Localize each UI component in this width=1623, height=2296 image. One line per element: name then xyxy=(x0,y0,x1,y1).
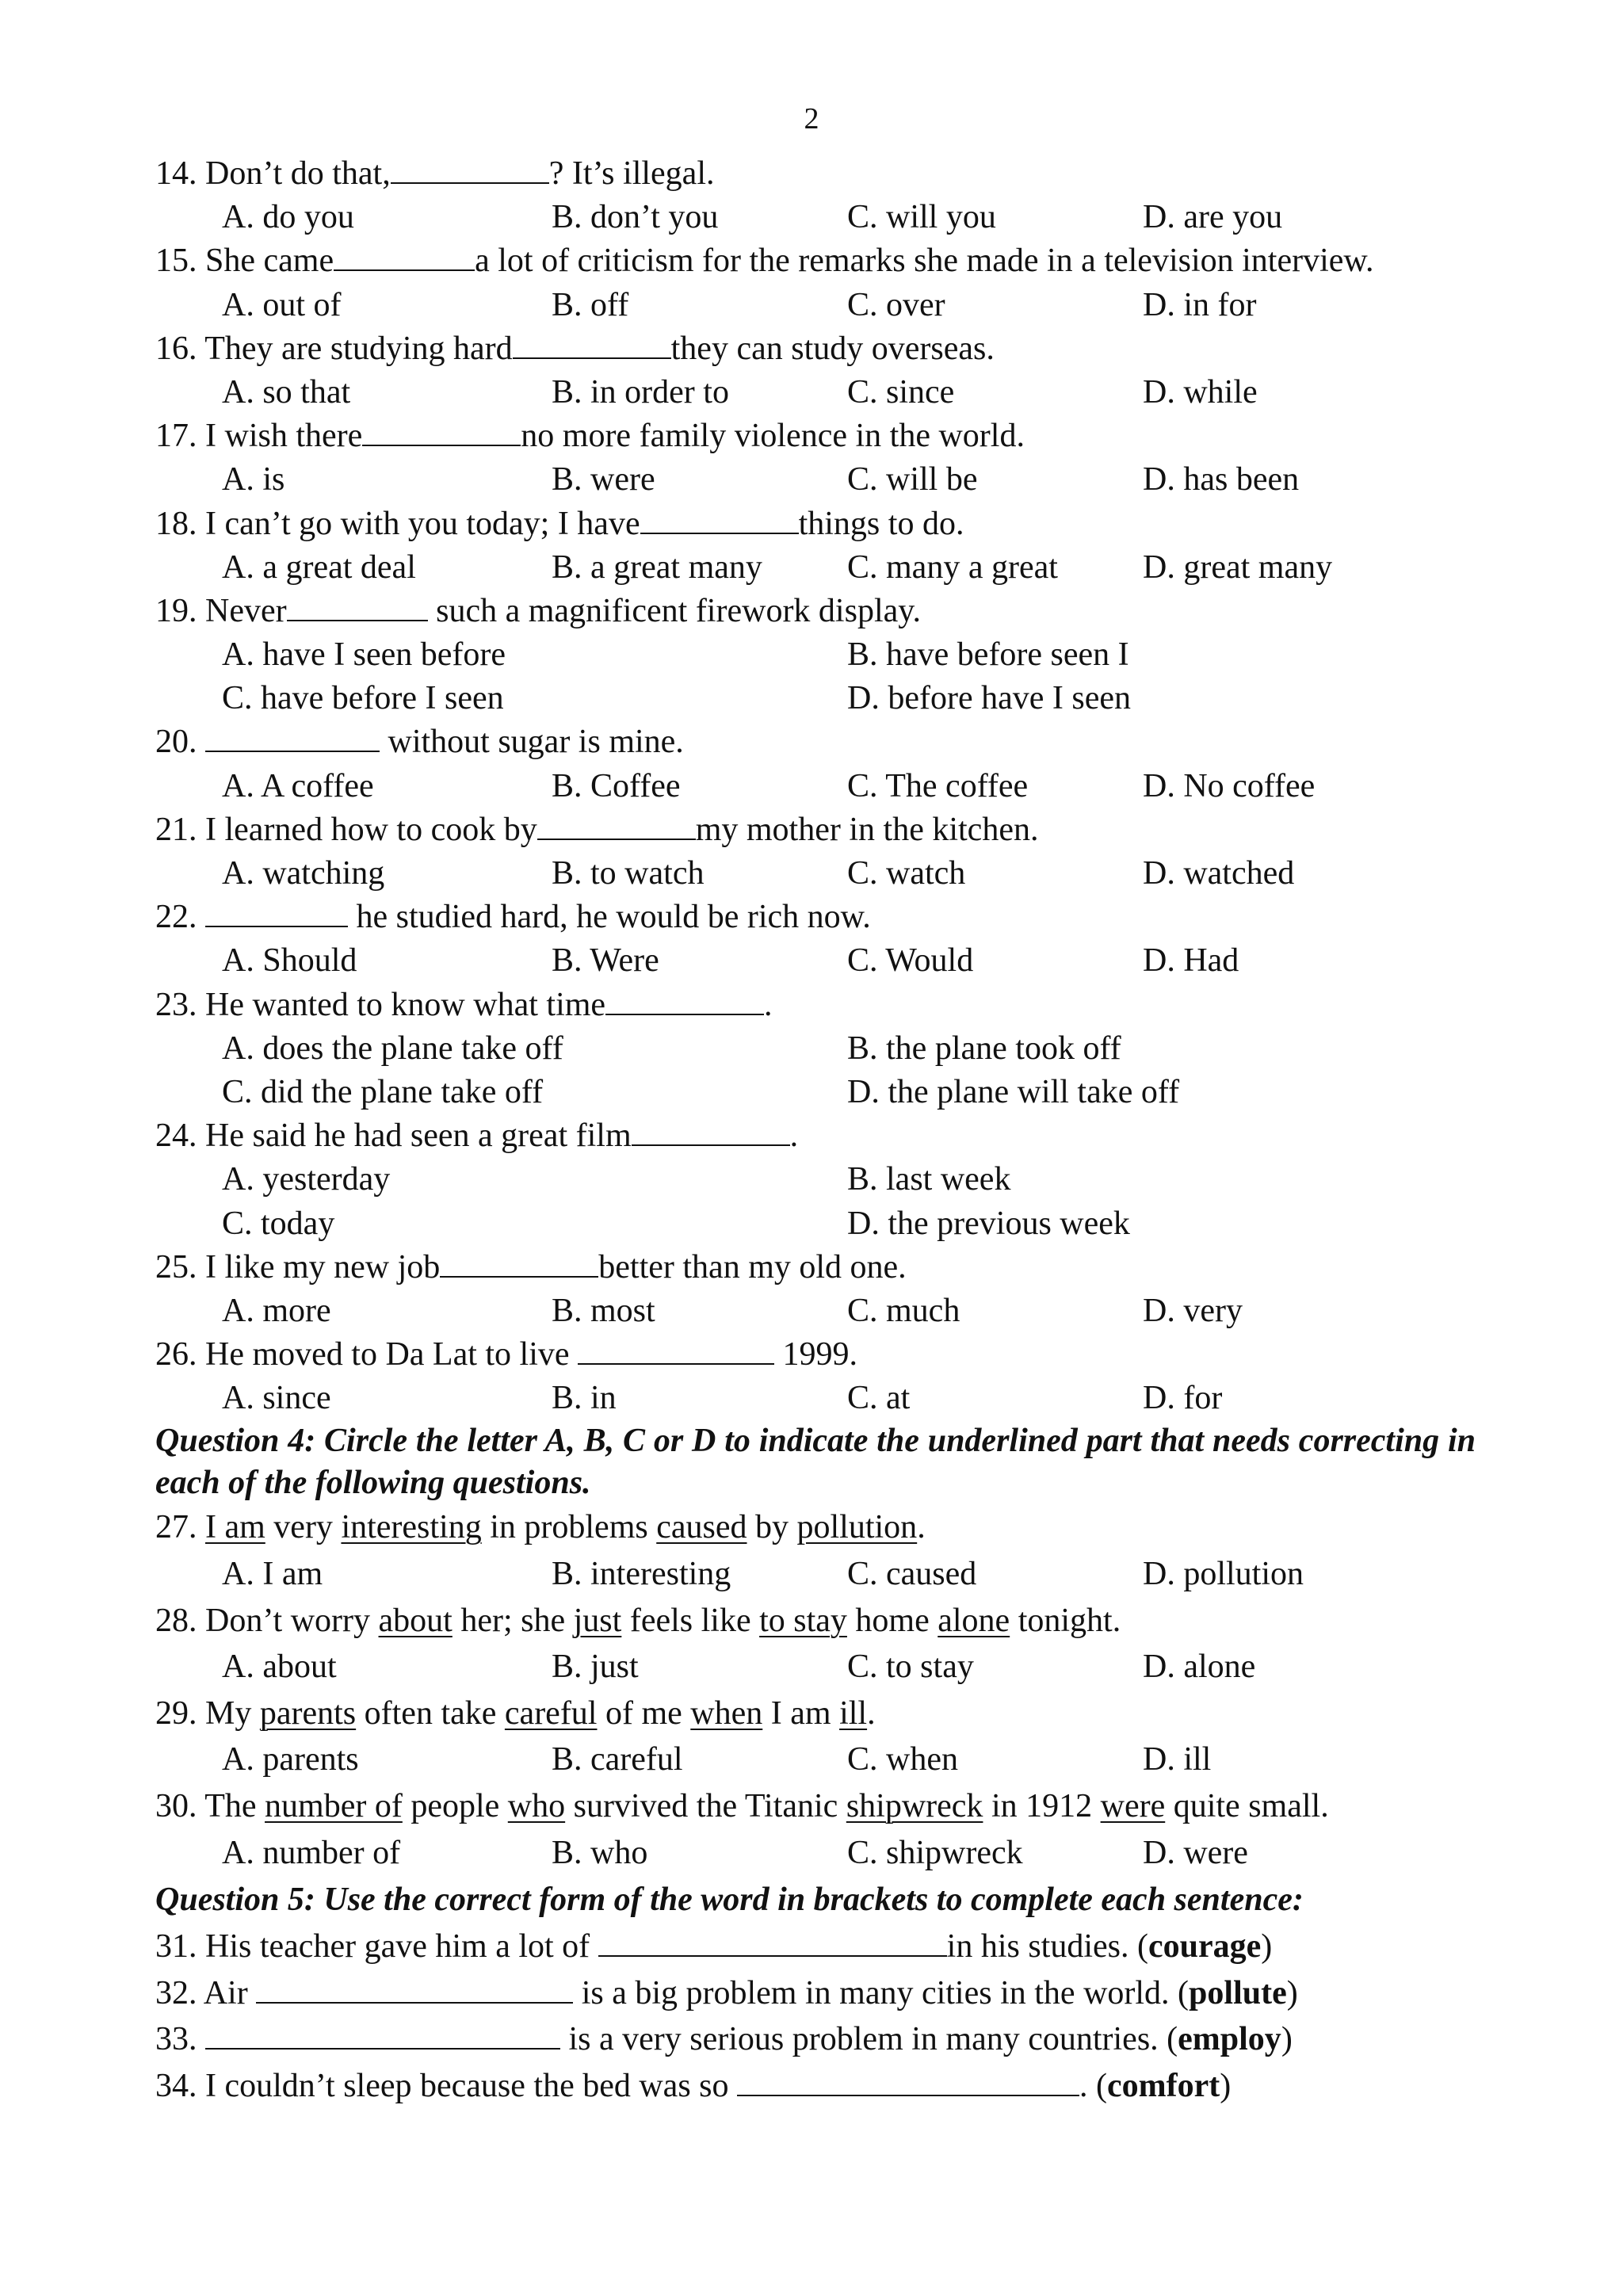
question-22-option-c: C. Would xyxy=(847,942,974,980)
underlined-part: pollution xyxy=(796,1509,918,1546)
question-22 xyxy=(155,896,1476,939)
question-28-option-a: A. about xyxy=(222,1648,337,1686)
question-text: Don’t worry xyxy=(205,1602,379,1639)
question-25 xyxy=(155,1246,1476,1289)
question-text: Don’t do that, xyxy=(205,155,391,192)
question-24-option-b: B. last week xyxy=(847,1161,1011,1198)
question-30-option-a: A. number of xyxy=(222,1834,401,1871)
options-row xyxy=(155,1071,1476,1114)
answer-blank[interactable] xyxy=(632,1116,790,1146)
underlined-part: careful xyxy=(504,1694,598,1732)
answer-blank[interactable] xyxy=(737,2066,1079,2096)
options-row xyxy=(155,1644,1476,1690)
question-text: . ( xyxy=(1079,2067,1108,2104)
options-row xyxy=(155,1830,1476,1877)
question-27-option-a: A. I am xyxy=(222,1556,323,1593)
exam-content xyxy=(155,152,1476,2109)
question-text: She came xyxy=(205,243,334,280)
answer-blank[interactable] xyxy=(537,810,696,840)
question-22-option-b: B. Were xyxy=(552,942,659,980)
question-text: ) xyxy=(1261,1928,1273,1966)
answer-blank[interactable] xyxy=(334,241,475,271)
options-row xyxy=(155,1158,1476,1201)
question-text: a lot of criticism for the remarks she made in a television interview. xyxy=(475,243,1374,280)
question-26-option-a: A. since xyxy=(222,1380,331,1417)
underlined-part: number of xyxy=(265,1788,403,1824)
question-number: 27. xyxy=(155,1509,205,1546)
answer-blank[interactable] xyxy=(256,1973,573,2004)
question-21 xyxy=(155,808,1476,852)
question-21-option-c: C. watch xyxy=(847,855,966,892)
underlined-part: to stay xyxy=(759,1602,847,1639)
question-26-option-b: B. in xyxy=(552,1380,617,1417)
question-14 xyxy=(155,152,1476,196)
question-24 xyxy=(155,1114,1476,1158)
question-number: 18. xyxy=(155,505,205,542)
question-text: My xyxy=(205,1694,260,1732)
question-text: things to do. xyxy=(798,505,964,542)
question-26 xyxy=(155,1333,1476,1377)
question-26-option-c: C. at xyxy=(847,1380,911,1417)
question-20-option-c: C. The coffee xyxy=(847,767,1029,804)
question-20 xyxy=(155,720,1476,764)
question-21-option-b: B. to watch xyxy=(552,855,705,892)
question-19-option-c: C. have before I seen xyxy=(222,680,504,717)
underlined-part: alone xyxy=(938,1602,1010,1639)
multiple-choice-section xyxy=(155,152,1476,1420)
question-14-option-b: B. don’t you xyxy=(552,199,719,236)
question-text: is a big problem in many cities in the world. ( xyxy=(573,1974,1190,2011)
question-18-option-a: A. a great deal xyxy=(222,548,416,586)
options-row xyxy=(155,1027,1476,1071)
question-number: 29. xyxy=(155,1694,205,1732)
answer-blank[interactable] xyxy=(640,504,799,534)
question-text: I can’t go with you today; I have xyxy=(205,505,640,542)
question-text: such a magnificent firework display. xyxy=(427,592,922,629)
underlined-part: were xyxy=(1100,1788,1166,1824)
underlined-part: just xyxy=(573,1602,622,1639)
question-text: her; she xyxy=(452,1602,574,1639)
question-29-option-b: B. careful xyxy=(552,1741,683,1778)
answer-blank[interactable] xyxy=(205,722,380,752)
question-33 xyxy=(155,2016,1476,2063)
question-22-option-a: A. Should xyxy=(222,942,357,980)
underlined-part: caused xyxy=(656,1509,747,1546)
question-text: quite small. xyxy=(1165,1788,1329,1824)
question-23-option-a: A. does the plane take off xyxy=(222,1030,563,1067)
question-4-section xyxy=(155,1420,1476,1876)
question-28-option-b: B. just xyxy=(552,1648,639,1686)
question-text: in problems xyxy=(481,1509,657,1546)
question-15 xyxy=(155,239,1476,283)
question-text: He wanted to know what time xyxy=(205,986,606,1023)
question-text: ? It’s illegal. xyxy=(548,155,715,192)
question-25-option-a: A. more xyxy=(222,1292,331,1329)
question-23-option-b: B. the plane took off xyxy=(847,1030,1121,1067)
question-15-option-a: A. out of xyxy=(222,286,342,323)
question-text: His teacher gave him a lot of xyxy=(205,1928,598,1966)
underlined-part: I am xyxy=(205,1509,265,1546)
underlined-part: parents xyxy=(259,1694,357,1732)
base-word: pollute xyxy=(1189,1974,1287,2011)
question-23 xyxy=(155,984,1476,1027)
question-text: very xyxy=(265,1509,342,1546)
question-number: 14. xyxy=(155,155,205,192)
question-number: 33. xyxy=(155,2021,205,2058)
answer-blank[interactable] xyxy=(362,416,521,446)
answer-blank[interactable] xyxy=(578,1335,774,1365)
question-number: 21. xyxy=(155,811,205,848)
question-text: ) xyxy=(1286,1974,1298,2011)
question-text: . xyxy=(789,1117,799,1155)
question-18-option-c: C. many a great xyxy=(847,548,1058,586)
options-row xyxy=(155,765,1476,808)
question-18-option-d: D. great many xyxy=(1143,548,1333,586)
question-27-option-b: B. interesting xyxy=(552,1556,731,1593)
question-text: my mother in the kitchen. xyxy=(695,811,1039,848)
question-24-option-c: C. today xyxy=(222,1205,335,1242)
options-row xyxy=(155,546,1476,590)
question-text: . xyxy=(867,1694,876,1732)
options-row xyxy=(155,633,1476,677)
question-20-option-d: D. No coffee xyxy=(1143,767,1316,804)
question-5-section xyxy=(155,1876,1476,2109)
underlined-part: interesting xyxy=(341,1509,482,1546)
question-text: they can study overseas. xyxy=(670,330,995,367)
question-text: feels like xyxy=(621,1602,760,1639)
underlined-part: when xyxy=(690,1694,763,1732)
question-19-option-a: A. have I seen before xyxy=(222,636,506,674)
question-20-option-b: B. Coffee xyxy=(552,767,681,804)
answer-blank[interactable] xyxy=(440,1247,598,1278)
question-16 xyxy=(155,327,1476,371)
question-number: 24. xyxy=(155,1117,205,1155)
question-text: ) xyxy=(1281,2021,1293,2058)
question-text: home xyxy=(846,1602,938,1639)
question-number: 23. xyxy=(155,986,205,1023)
question-25-option-d: D. very xyxy=(1143,1292,1243,1329)
question-text: is a very serious problem in many countries. ( xyxy=(560,2021,1178,2058)
question-text: ) xyxy=(1220,2067,1232,2104)
question-text: of me xyxy=(597,1694,691,1732)
question-27-option-c: C. caused xyxy=(847,1556,977,1593)
base-word: courage xyxy=(1148,1928,1262,1966)
question-number: 16. xyxy=(155,330,205,367)
question-21-option-a: A. watching xyxy=(222,855,385,892)
question-number: 32. xyxy=(155,1974,204,2011)
options-row xyxy=(155,1202,1476,1246)
question-text: by xyxy=(747,1509,797,1546)
question-19-option-b: B. have before seen I xyxy=(847,636,1129,674)
question-text: in his studies. ( xyxy=(946,1928,1148,1966)
options-row xyxy=(155,852,1476,896)
question-21-option-d: D. watched xyxy=(1143,855,1295,892)
underlined-part: shipwreck xyxy=(846,1788,983,1824)
question-29-option-a: A. parents xyxy=(222,1741,359,1778)
question-34 xyxy=(155,2063,1476,2110)
options-row xyxy=(155,1289,1476,1333)
question-20-option-a: A. A coffee xyxy=(222,767,374,804)
question-text: He moved to Da Lat to live xyxy=(205,1336,579,1373)
question-30-option-d: D. were xyxy=(1143,1834,1248,1871)
answer-blank[interactable] xyxy=(391,154,549,184)
question-29 xyxy=(155,1690,1476,1737)
question-text: he studied hard, he would be rich now. xyxy=(348,899,871,936)
options-row xyxy=(155,1377,1476,1420)
question-number: 19. xyxy=(155,592,205,629)
options-row xyxy=(155,677,1476,720)
question-5-heading: Question 5: Use the correct form of the word in brackets to complete each sentence: xyxy=(155,1881,1304,1919)
answer-blank[interactable] xyxy=(205,897,348,927)
question-22-option-d: D. Had xyxy=(1143,942,1239,980)
question-25-option-b: B. most xyxy=(552,1292,655,1329)
options-row xyxy=(155,1551,1476,1598)
underlined-part: ill xyxy=(839,1694,868,1732)
question-14-option-c: C. will you xyxy=(847,199,996,236)
base-word: employ xyxy=(1178,2021,1281,2058)
question-30-option-c: C. shipwreck xyxy=(847,1834,1023,1871)
question-number: 15. xyxy=(155,243,205,280)
question-17-option-b: B. were xyxy=(552,461,655,499)
question-text: I like my new job xyxy=(205,1248,441,1286)
base-word: comfort xyxy=(1107,2067,1220,2104)
options-row xyxy=(155,284,1476,327)
question-25-option-c: C. much xyxy=(847,1292,960,1329)
question-29-option-d: D. ill xyxy=(1143,1741,1212,1778)
question-text: I am xyxy=(762,1694,840,1732)
question-4-heading: Question 4: Circle the letter A, B, C or D to indicate the underlined part that needs correcting in each of the following questions. xyxy=(155,1423,1476,1502)
question-text: They are studying hard xyxy=(204,330,513,367)
question-31 xyxy=(155,1924,1476,1970)
question-text: in 1912 xyxy=(983,1788,1101,1824)
question-text: often take xyxy=(356,1694,505,1732)
question-30-option-b: B. who xyxy=(552,1834,648,1871)
question-text: I couldn’t sleep because the bed was so xyxy=(205,2067,738,2104)
question-text: Never xyxy=(205,592,287,629)
question-number: 26. xyxy=(155,1336,205,1373)
question-28-option-c: C. to stay xyxy=(847,1648,974,1686)
question-16-option-a: A. so that xyxy=(222,373,351,411)
question-24-option-d: D. the previous week xyxy=(847,1205,1130,1242)
question-number: 31. xyxy=(155,1928,205,1966)
question-text: He said he had seen a great film xyxy=(205,1117,632,1155)
question-14-option-a: A. do you xyxy=(222,199,354,236)
question-17-option-a: A. is xyxy=(222,461,285,499)
question-18 xyxy=(155,502,1476,546)
answer-blank[interactable] xyxy=(205,2019,560,2050)
question-28-option-d: D. alone xyxy=(1143,1648,1256,1686)
underlined-part: about xyxy=(378,1602,453,1639)
underlined-part: who xyxy=(507,1788,566,1824)
question-text: I wish there xyxy=(205,418,363,455)
options-row xyxy=(155,458,1476,502)
question-28 xyxy=(155,1598,1476,1645)
options-row xyxy=(155,1736,1476,1783)
question-32 xyxy=(155,1970,1476,2017)
question-text: survived the Titanic xyxy=(565,1788,846,1824)
question-text: people xyxy=(402,1788,508,1824)
question-text: Air xyxy=(203,1974,257,2011)
question-16-option-d: D. while xyxy=(1143,373,1258,411)
question-30 xyxy=(155,1783,1476,1830)
question-number: 34. xyxy=(155,2067,205,2104)
question-19-option-d: D. before have I seen xyxy=(847,680,1131,717)
question-19 xyxy=(155,590,1476,633)
question-16-option-c: C. since xyxy=(847,373,955,411)
question-text: The xyxy=(204,1788,265,1824)
question-text: tonight. xyxy=(1010,1602,1121,1639)
question-number: 28. xyxy=(155,1602,205,1639)
question-15-option-c: C. over xyxy=(847,286,945,323)
question-15-option-b: B. off xyxy=(552,286,629,323)
question-24-option-a: A. yesterday xyxy=(222,1161,391,1198)
question-17-option-d: D. has been xyxy=(1143,461,1300,499)
question-text: no more family violence in the world. xyxy=(521,418,1025,455)
question-text: 1999. xyxy=(774,1336,858,1373)
question-15-option-d: D. in for xyxy=(1143,286,1257,323)
answer-blank[interactable] xyxy=(598,1927,947,1957)
question-23-option-c: C. did the plane take off xyxy=(222,1073,544,1110)
question-text: without sugar is mine. xyxy=(380,724,684,761)
question-14-option-d: D. are you xyxy=(1143,199,1283,236)
options-row xyxy=(155,939,1476,983)
question-27-option-d: D. pollution xyxy=(1143,1556,1304,1593)
question-26-option-d: D. for xyxy=(1143,1380,1223,1417)
options-row xyxy=(155,196,1476,239)
question-number: 30. xyxy=(155,1788,205,1824)
answer-blank[interactable] xyxy=(287,591,428,621)
question-17-option-c: C. will be xyxy=(847,461,978,499)
question-27 xyxy=(155,1504,1476,1551)
question-18-option-b: B. a great many xyxy=(552,548,762,586)
question-16-option-b: B. in order to xyxy=(552,373,729,411)
answer-blank[interactable] xyxy=(605,985,764,1015)
question-text: I learned how to cook by xyxy=(205,811,537,848)
question-number: 17. xyxy=(155,418,205,455)
question-29-option-c: C. when xyxy=(847,1741,958,1778)
answer-blank[interactable] xyxy=(513,329,671,359)
question-text: . xyxy=(764,986,773,1023)
question-23-option-d: D. the plane will take off xyxy=(847,1073,1180,1110)
question-17 xyxy=(155,415,1476,458)
question-number: 25. xyxy=(155,1248,205,1286)
page-number: 2 xyxy=(804,102,819,136)
question-text: . xyxy=(917,1509,926,1546)
question-number: 22. xyxy=(155,899,205,936)
options-row xyxy=(155,371,1476,415)
question-text: better than my old one. xyxy=(598,1248,907,1286)
question-number: 20. xyxy=(155,724,205,761)
